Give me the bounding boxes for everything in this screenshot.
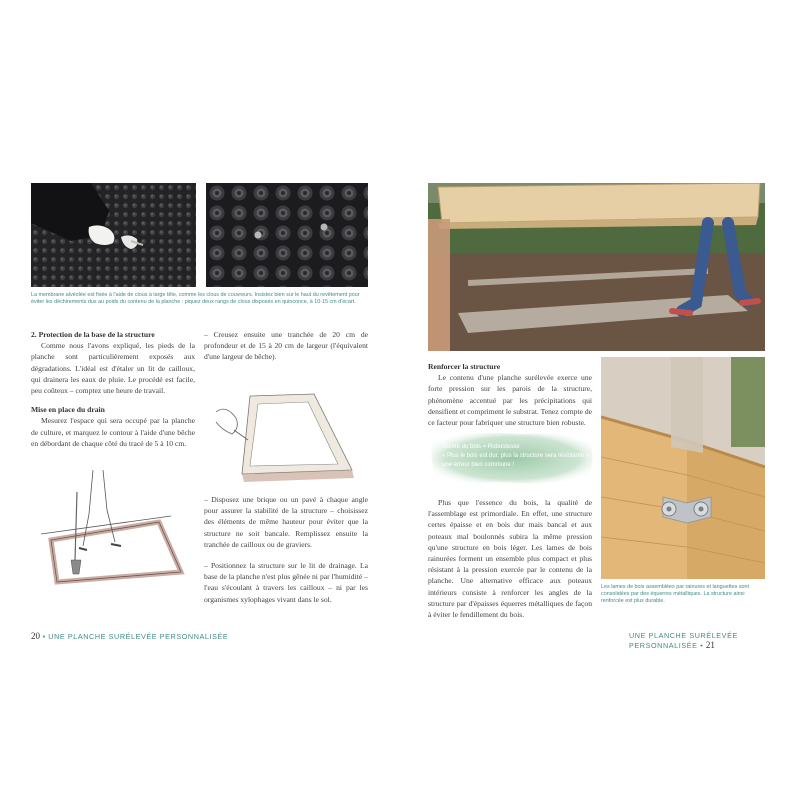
left-column-2-lower [204,494,368,605]
membrane-closeup-photo [206,183,368,287]
running-title: • UNE PLANCHE SURÉLEVÉE PERSONNALISÉE [40,632,229,641]
page-number: 21 [705,640,715,650]
running-title: UNE PLANCHE SURÉLEVÉE PERSONNALISÉE • [629,631,738,650]
right-footer [629,631,800,650]
paragraph: Comme nous l'avons expliqué, les pieds de la planche sont particulièrement exposés aux dégradations. L'idéal est d'étaler un lit de cailloux, qui drainera les eaux de pluie. Le procédé est facile, peu coûteux – comptez une heure de travail. [31,341,195,396]
membrane-photo [31,183,196,287]
subsection-title: Mise en place du drain [31,405,105,415]
trench-sketch [214,378,364,488]
section-heading: Renforcer la structure [428,362,501,371]
drain-sketch [31,462,196,592]
section-title: 2. Protection de la base de la structure [31,330,155,339]
callout-text: « Plus le bois est dur, plus la structure sera résistante » une erreur bien commune ! [442,453,590,468]
carrying-planks-photo [428,183,765,351]
paragraph: Plus que l'essence du bois, la qualité de l'assemblage est primordiale. En effet, une structure certes épaisse et en bois dur mais bancal et aux poteaux mal boulonnés subira la même pression qu'une structure en bois léger. Les lames de bois rainurées forment un ensemble plus compact et plus résistant à la pression exercée par le contenu de la planche. Une alternative efficace aux poteaux intérieurs consiste à renforcer les angles de la structure par d'épaisses équerres métalliques de façon à éviter le fendillement du bois. [428,498,592,620]
photo-caption: Les lames de bois assemblées par rainures et languettes sont consolidées par des équerres métalliques. La structure ainsi renforcée est plus durable. [601,584,750,605]
left-column-1 [31,329,195,449]
right-column [428,361,592,428]
right-page [400,0,800,800]
callout-box [428,430,596,486]
photo-caption: La membrane alvéolée est fixée à l'aide de clous à large tête, comme les clous de couvreurs. Insistez bien sur le haut du revêtement pour éviter les déchirements dus au poids du contenu de la planche : piquez deux rangs de clous disposés en quinconce, à 10-15 cm d'écart. [31,292,360,306]
callout-title: Dureté du bois = Robustesse [442,444,520,450]
left-column-2 [204,329,368,363]
instruction-position: – Positionnez la structure sur le lit de drainage. La base de la planche n'est plus gênée ni par l'humidité – l'eau s'écoulant à travers les cailloux – ni par les organismes xylophages vivant dans le sol. [204,561,368,604]
paragraph: Le contenu d'une planche surélevée exerce une forte pression sur les parois de la structure, phénomène accentué par les précipitations qui densifient et compriment le substrat. Tenez compte de ce facteur pour fabriquer une structure bien robuste. [428,373,592,428]
right-column-lower [428,497,592,620]
left-footer [31,631,228,641]
page-number: 20 [31,631,40,641]
instruction-bricks: – Disposez une brique ou un pavé à chaque angle pour assurer la stabilité de la structure – choisissez des éléments de même hauteur pour éviter que la structure ne soit bancale. Remplissez ensuite la tranchée de cailloux ou de graviers. [204,495,368,549]
paragraph: Mesurez l'espace qui sera occupé par la planche de culture, et marquez le contour à l'aide d'une bêche en débordant de chaque côté du tracé de 5 à 10 cm. [31,416,195,448]
corner-bracket-photo [601,357,765,579]
instruction-trench: – Creusez ensuite une tranchée de 20 cm de profondeur et de 15 à 20 cm de largeur (l'équivalent d'une largeur de bêche). [204,330,368,362]
